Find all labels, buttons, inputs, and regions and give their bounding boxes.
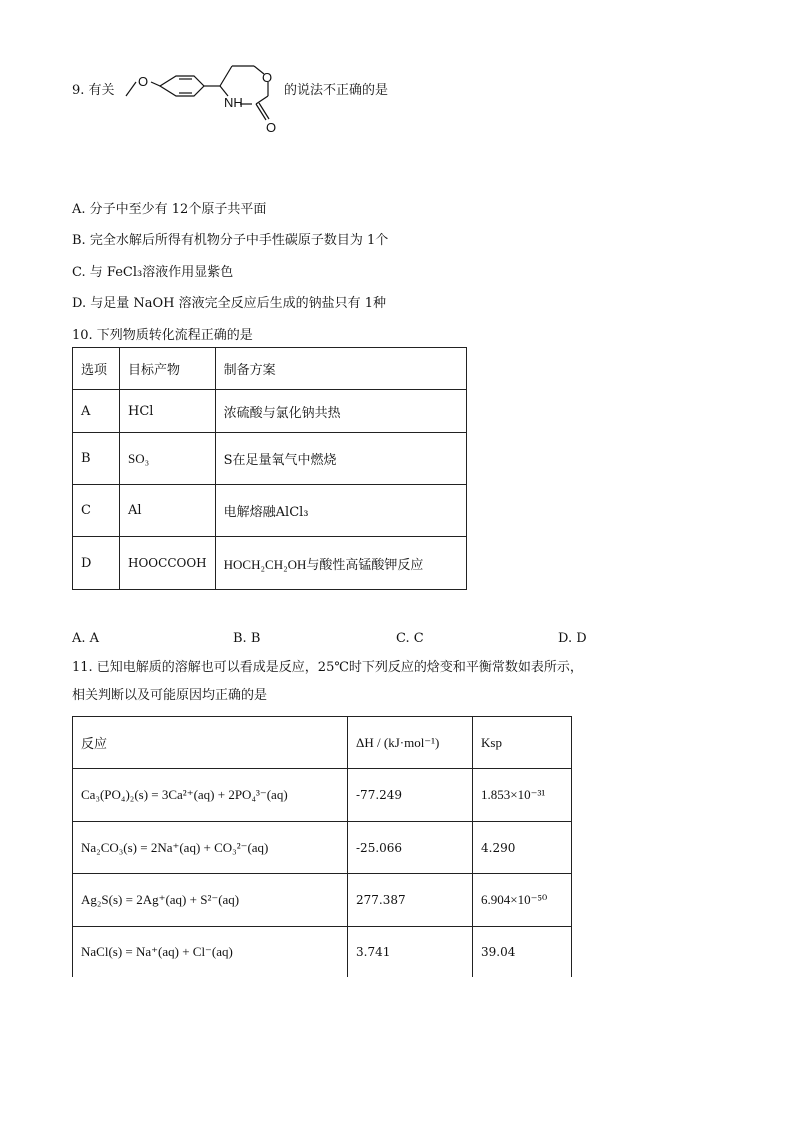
q10-answer-a: A. A bbox=[72, 631, 100, 646]
q10-header-row bbox=[73, 348, 467, 390]
table-row bbox=[73, 769, 572, 822]
q10-cell-option: A bbox=[73, 390, 120, 433]
table-row bbox=[73, 390, 467, 433]
q11-header-dh: ΔH / (kJ·mol⁻¹) bbox=[348, 717, 473, 769]
q10-answer-b: B. B bbox=[233, 631, 261, 646]
q11-header-reaction: 反应 bbox=[73, 717, 348, 769]
q9-prefix: 9. 有关 bbox=[72, 83, 115, 98]
q11-cell-reaction: NaCl(s) = Na⁺(aq) + Cl⁻(aq) bbox=[73, 927, 348, 977]
q10-cell-product: Al bbox=[120, 485, 216, 537]
q11-cell-reaction: Ca₃(PO₄)₂(s) = 3Ca²⁺(aq) + 2PO₄³⁻(aq) bbox=[73, 769, 348, 822]
table-row bbox=[73, 874, 572, 927]
q10-header-method: 制备方案 bbox=[215, 348, 466, 390]
q11-table bbox=[72, 716, 572, 977]
q9-option-b: B. 完全水解后所得有机物分子中手性碳原子数目为 1个 bbox=[72, 233, 389, 248]
q9-suffix: 的说法不正确的是 bbox=[284, 83, 389, 98]
q11-header-ksp: Ksp bbox=[473, 717, 572, 769]
q9-molecule-structure bbox=[124, 52, 286, 136]
q11-cell-ksp: 4.290 bbox=[473, 822, 572, 874]
q11-cell-reaction: Na₂CO₃(s) = 2Na⁺(aq) + CO₃²⁻(aq) bbox=[73, 822, 348, 874]
q11-stem-line1: 11. 已知电解质的溶解也可以看成是反应，25℃时下列反应的焓变和平衡常数如表所示， bbox=[72, 660, 583, 675]
q11-cell-reaction: Ag₂S(s) = 2Ag⁺(aq) + S²⁻(aq) bbox=[73, 874, 348, 927]
q10-cell-option: B bbox=[73, 433, 120, 485]
nh-label: NH bbox=[224, 95, 243, 110]
table-row bbox=[73, 537, 467, 590]
table-row bbox=[73, 822, 572, 874]
table-row bbox=[73, 927, 572, 977]
ring-o-label: O bbox=[262, 70, 273, 85]
q10-cell-method: HOCH₂CH₂OH与酸性高锰酸钾反应 bbox=[215, 537, 466, 590]
q11-cell-dh: 3.741 bbox=[348, 927, 473, 977]
q9-option-c: C. 与 FeCl₃溶液作用显紫色 bbox=[72, 265, 234, 280]
q10-answer-c: C. C bbox=[396, 631, 424, 646]
q10-answer-d: D. D bbox=[558, 631, 587, 646]
q11-cell-dh: 277.387 bbox=[348, 874, 473, 927]
q10-header-product: 目标产物 bbox=[120, 348, 216, 390]
q11-stem-line2: 相关判断以及可能原因均正确的是 bbox=[72, 688, 268, 703]
q10-cell-product: HOOCCOOH bbox=[120, 537, 216, 590]
q11-header-row bbox=[73, 717, 572, 769]
q10-title: 10. 下列物质转化流程正确的是 bbox=[72, 328, 253, 343]
q11-cell-ksp: 1.853×10⁻³¹ bbox=[473, 769, 572, 822]
carbonyl-o-label: O bbox=[266, 120, 277, 135]
q10-cell-method: 电解熔融AlCl₃ bbox=[215, 485, 466, 537]
q11-cell-dh: -77.249 bbox=[348, 769, 473, 822]
q10-cell-option: C bbox=[73, 485, 120, 537]
table-row bbox=[73, 433, 467, 485]
methoxy-o-label: O bbox=[138, 74, 149, 89]
q10-header-option: 选项 bbox=[73, 348, 120, 390]
q11-cell-dh: -25.066 bbox=[348, 822, 473, 874]
q11-cell-ksp: 6.904×10⁻⁵⁰ bbox=[473, 874, 572, 927]
q10-cell-method: S在足量氧气中燃烧 bbox=[215, 433, 466, 485]
q10-table bbox=[72, 347, 467, 590]
q10-cell-product: HCl bbox=[120, 390, 216, 433]
q10-cell-method: 浓硫酸与氯化钠共热 bbox=[215, 390, 466, 433]
q10-cell-product: SO₃ bbox=[120, 433, 216, 485]
q11-cell-ksp: 39.04 bbox=[473, 927, 572, 977]
table-row bbox=[73, 485, 467, 537]
q9-option-d: D. 与足量 NaOH 溶液完全反应后生成的钠盐只有 1种 bbox=[72, 296, 387, 311]
q9-option-a: A. 分子中至少有 12个原子共平面 bbox=[72, 202, 267, 217]
q10-cell-option: D bbox=[73, 537, 120, 590]
